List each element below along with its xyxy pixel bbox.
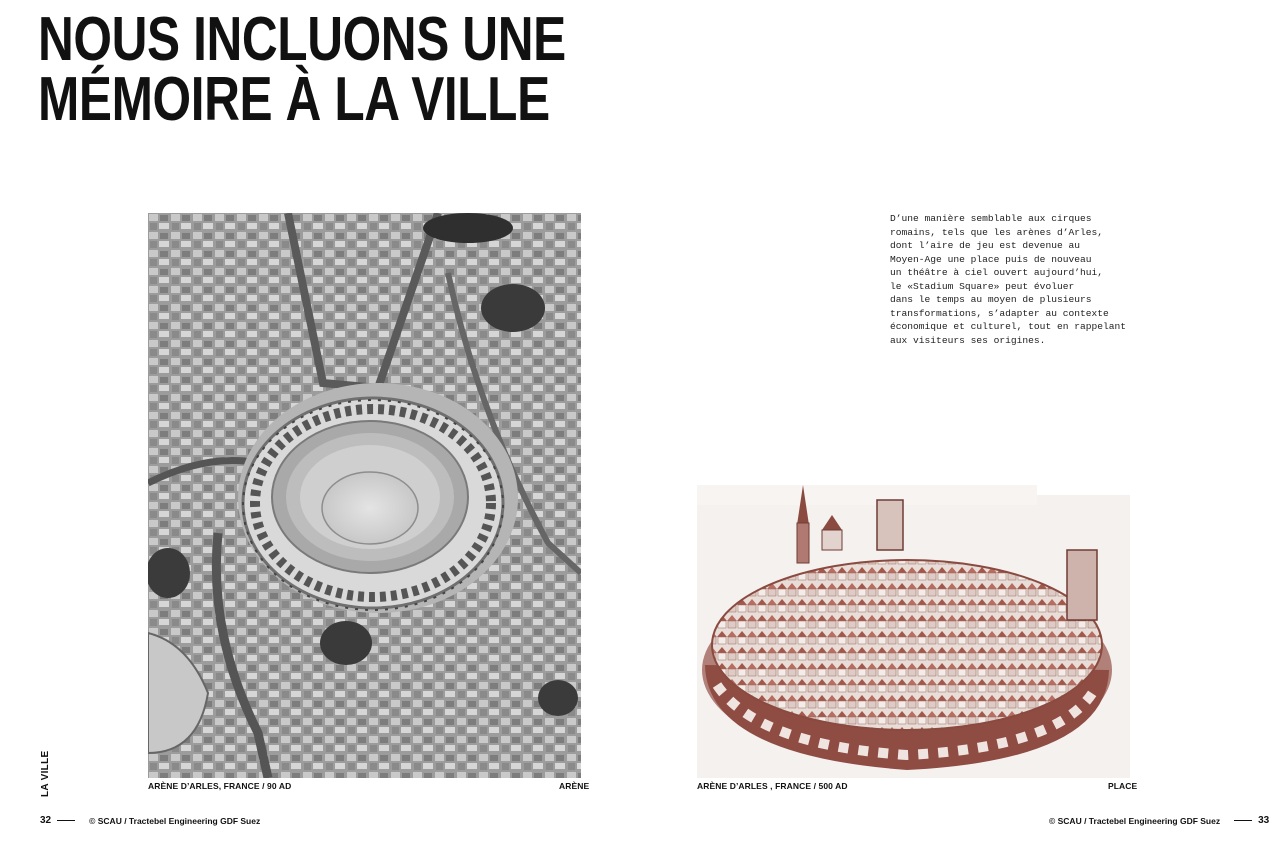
footer-credit-left: © SCAU / Tractebel Engineering GDF Suez <box>89 815 261 826</box>
left-photo-caption: ARÈNE D’ARLES, FRANCE / 90 AD <box>148 781 292 791</box>
footer-credit-right: © SCAU / Tractebel Engineering GDF Suez <box>1049 815 1221 826</box>
footer-rule-left <box>57 820 75 821</box>
arles-aerial-photo <box>148 213 581 778</box>
body-line: D’une manière semblable aux cirques <box>890 213 1092 224</box>
arles-medieval-drawing <box>697 485 1130 778</box>
body-line: un théâtre à ciel ouvert aujourd’hui, <box>890 267 1104 278</box>
body-line: romains, tels que les arènes d’Arles, <box>890 226 1104 238</box>
right-photo-caption: ARÈNE D’ARLES , FRANCE / 500 AD <box>697 781 848 791</box>
title-line-2: MÉMOIRE À LA VILLE <box>38 65 550 134</box>
footer-right <box>1049 815 1269 826</box>
body-line: économique et culturel, tout en rappelant <box>890 321 1127 332</box>
left-photo-tag: ARÈNE <box>559 781 590 791</box>
title-line-1: NOUS INCLUONS UNE <box>38 5 566 74</box>
right-photo-tag: PLACE <box>1108 781 1138 791</box>
body-line: dans le temps au moyen de plusieurs <box>890 294 1092 305</box>
section-label: LA VILLE <box>40 750 51 797</box>
body-line: le «Stadium Square» peut évoluer <box>890 280 1075 292</box>
body-paragraph <box>890 212 1140 347</box>
page-number-right: 33 <box>1258 815 1270 826</box>
arles-medieval-illustration <box>697 485 1130 778</box>
footer-rule-right <box>1234 820 1252 821</box>
body-line: Moyen-Age une place puis de nouveau <box>890 253 1092 265</box>
body-line: dont l’aire de jeu est devenue au <box>890 240 1080 251</box>
footer-left <box>40 815 260 826</box>
body-line: transformations, s’adapter au contexte <box>890 307 1109 319</box>
page-number-left: 32 <box>40 815 52 826</box>
page-title <box>38 5 566 134</box>
arles-aerial-illustration <box>148 213 581 778</box>
body-line: aux visiteurs ses origines. <box>890 334 1046 346</box>
